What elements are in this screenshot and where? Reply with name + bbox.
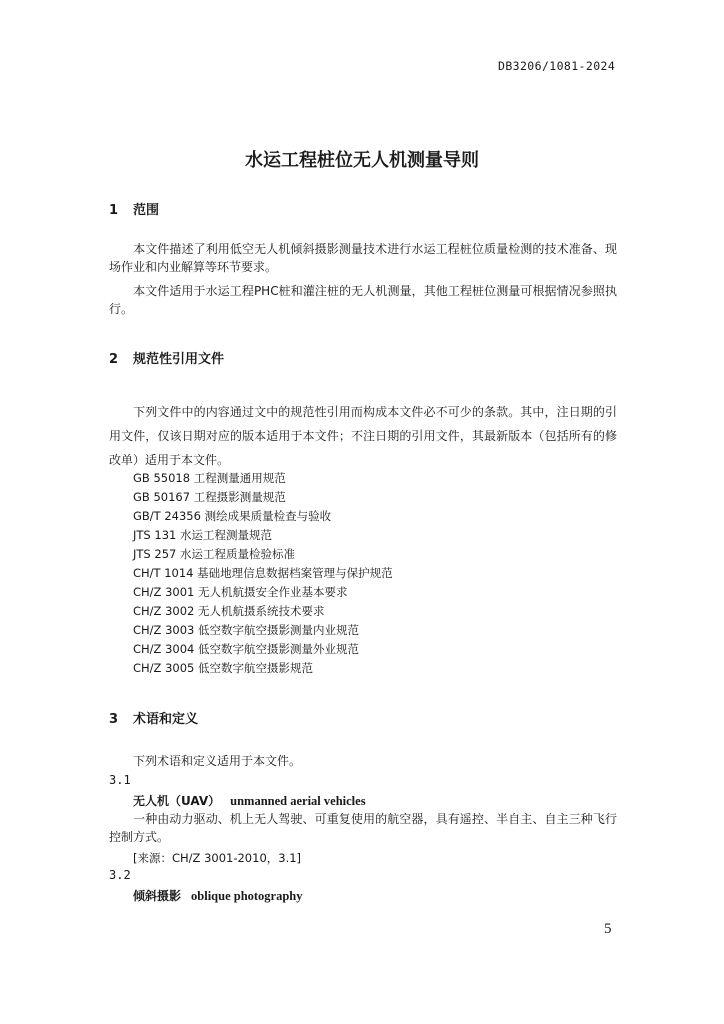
reference-item: JTS 131 水运工程测量规范	[133, 528, 272, 542]
reference-item: CH/T 1014 基础地理信息数据档案管理与保护规范	[133, 566, 393, 580]
paragraph-text: 一种由动力驱动、机上无人驾驶、可重复使用的航空器，具有遥控、半自主、自主三种飞行控制方式。	[109, 812, 617, 844]
reference-item: GB 55018 工程测量通用规范	[133, 471, 286, 485]
term-en: oblique photography	[191, 889, 303, 903]
paragraph	[109, 240, 617, 276]
term-definition	[109, 810, 617, 846]
section-number: 2	[109, 352, 119, 367]
term-number: 3.1	[109, 773, 131, 787]
term-source: [来源：CH/Z 3001-2010，3.1]	[133, 851, 302, 865]
page-title: 水运工程桩位无人机测量导则	[245, 150, 479, 171]
section-heading-scope	[109, 199, 159, 218]
section-heading-normative-references	[109, 348, 224, 367]
reference-item: JTS 257 水运工程质量检验标准	[133, 547, 295, 561]
term-heading	[133, 792, 366, 809]
section-title: 术语和定义	[133, 712, 199, 727]
section-number: 3	[109, 712, 119, 727]
reference-item: GB 50167 工程摄影测量规范	[133, 490, 286, 504]
paragraph-text: 本文件适用于水运工程PHC桩和灌注桩的无人机测量，其他工程桩位测量可根据情况参照执行。	[109, 284, 617, 316]
paragraph-text: 下列术语和定义适用于本文件。	[133, 754, 302, 768]
paragraph	[109, 400, 617, 472]
reference-item: CH/Z 3002 无人机航摄系统技术要求	[133, 604, 325, 618]
term-en: unmanned aerial vehicles	[230, 794, 366, 808]
reference-item: CH/Z 3004 低空数字航空摄影测量外业规范	[133, 642, 360, 656]
term-zh: 无人机（UAV）	[133, 794, 221, 808]
paragraph	[109, 282, 617, 318]
section-number: 1	[109, 203, 119, 218]
reference-item: CH/Z 3005 低空数字航空摄影规范	[133, 661, 314, 675]
page-number: 5	[604, 921, 612, 937]
term-zh: 倾斜摄影	[133, 889, 182, 903]
reference-item: CH/Z 3001 无人机航摄安全作业基本要求	[133, 585, 348, 599]
paragraph-text: 本文件描述了利用低空无人机倾斜摄影测量技术进行水运工程桩位质量检测的技术准备、现场作业和内业解算等环节要求。	[109, 242, 617, 274]
paragraph-text: 下列文件中的内容通过文中的规范性引用而构成本文件必不可少的条款。其中，注日期的引用文件，仅该日期对应的版本适用于本文件；不注日期的引用文件，其最新版本（包括所有的修改单）适用于本文件。	[109, 405, 617, 467]
section-heading-terms-definitions	[109, 708, 198, 727]
section-title: 范围	[133, 203, 160, 218]
reference-item: CH/Z 3003 低空数字航空摄影测量内业规范	[133, 623, 360, 637]
reference-item: GB/T 24356 测绘成果质量检查与验收	[133, 509, 332, 523]
paragraph	[109, 752, 617, 770]
term-heading	[133, 887, 303, 904]
section-title: 规范性引用文件	[133, 352, 225, 367]
document-number: DB3206/1081-2024	[498, 59, 616, 73]
term-number: 3.2	[109, 868, 131, 882]
